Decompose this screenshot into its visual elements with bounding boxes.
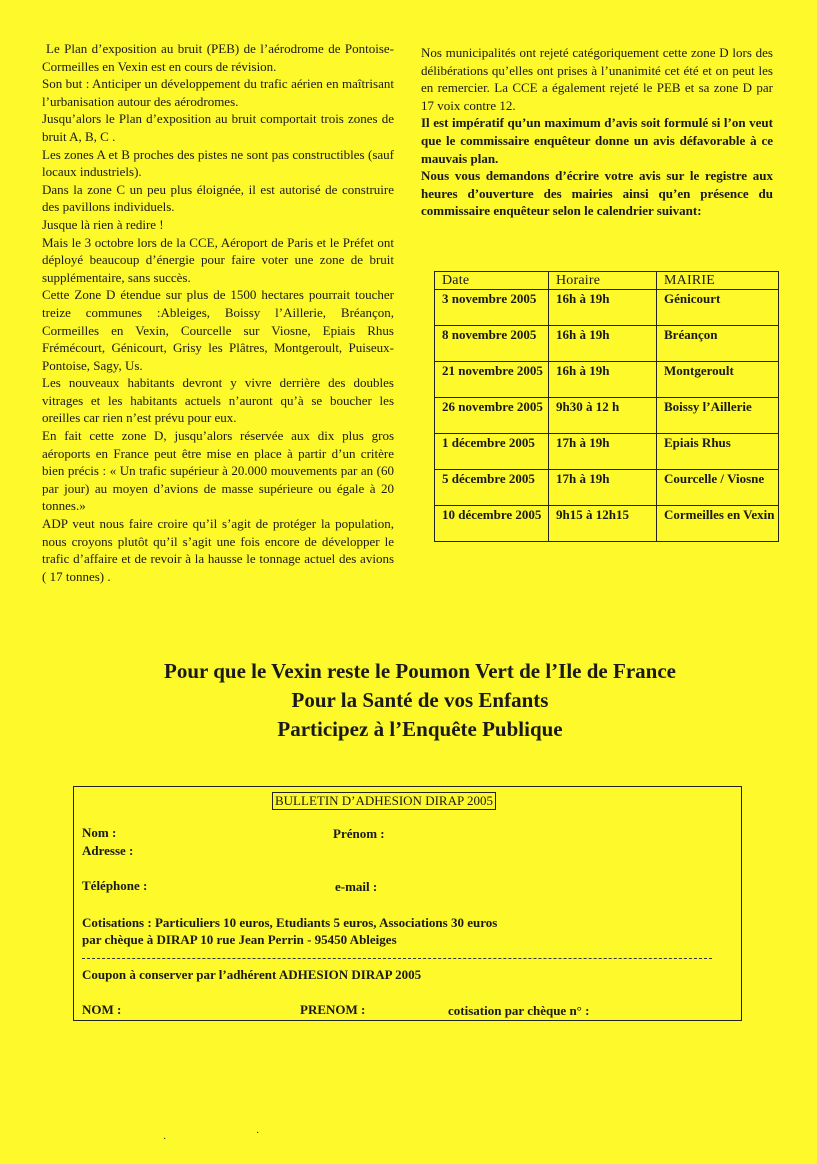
paragraph: Cette Zone D étendue sur plus de 1500 hectares pourrait toucher treize communes :Ableiges, Boissy l’Aillerie, Bréançon, Cormeilles en Vexin, Courcelle sur Viosne, Epiais Rhus Frémécourt, Génicourt, Grisy les Plâtres, Montgeroult, Puiseux-Pontoise, Sagy, Us. bbox=[42, 287, 394, 373]
email-field[interactable]: e-mail : bbox=[335, 879, 378, 894]
slogan bbox=[0, 657, 817, 744]
speck: · bbox=[256, 1128, 260, 1139]
column-header: Horaire bbox=[549, 272, 657, 290]
cheque-field[interactable]: cotisation par chèque n° : bbox=[448, 1003, 590, 1018]
date-cell: 1 décembre 2005 bbox=[435, 434, 549, 470]
paragraph: Nos municipalités ont rejeté catégoriquement cette zone D lors des délibérations qu’elles ont prises à l’unanimité cet été et on peut les en remercier. La CCE a également rejeté le PEB et sa zone D par 17 voix contre 12. bbox=[421, 45, 773, 113]
payment-address: par chèque à DIRAP 10 rue Jean Perrin - 95450 Ableiges bbox=[82, 932, 397, 947]
hours-cell: 9h15 à 12h15 bbox=[549, 506, 657, 542]
nom-field[interactable]: Nom : bbox=[82, 825, 117, 840]
slogan-line: Participez à l’Enquête Publique bbox=[277, 717, 563, 741]
town-cell: Courcelle / Viosne bbox=[657, 470, 779, 506]
schedule-table bbox=[434, 271, 779, 542]
slogan-line: Pour la Santé de vos Enfants bbox=[291, 688, 549, 712]
speck: · bbox=[163, 1134, 167, 1145]
town-cell: Montgeroult bbox=[657, 362, 779, 398]
prenom-field[interactable]: Prénom : bbox=[333, 826, 385, 841]
table-row bbox=[435, 434, 779, 470]
nom-caps-field[interactable]: NOM : bbox=[82, 1002, 122, 1017]
town-cell: Cormeilles en Vexin bbox=[657, 506, 779, 542]
date-cell: 8 novembre 2005 bbox=[435, 326, 549, 362]
town-cell: Génicourt bbox=[657, 290, 779, 326]
date-cell: 3 novembre 2005 bbox=[435, 290, 549, 326]
adresse-field[interactable]: Adresse : bbox=[82, 843, 134, 858]
membership-form bbox=[73, 786, 742, 1021]
date-cell: 10 décembre 2005 bbox=[435, 506, 549, 542]
column-header: Date bbox=[435, 272, 549, 290]
cotisations-line: Cotisations : Particuliers 10 euros, Etudiants 5 euros, Associations 30 euros bbox=[82, 915, 498, 930]
hours-cell: 9h30 à 12 h bbox=[549, 398, 657, 434]
table-row bbox=[435, 362, 779, 398]
paragraph: Le Plan d’exposition au bruit (PEB) de l’aérodrome de Pontoise-Cormeilles en Vexin est en cours de révision. bbox=[42, 41, 394, 74]
right-column bbox=[421, 44, 773, 220]
table-row bbox=[435, 470, 779, 506]
table-row bbox=[435, 398, 779, 434]
coupon-title: Coupon à conserver par l’adhérent ADHESION DIRAP 2005 bbox=[82, 967, 422, 982]
paragraph: Les nouveaux habitants devront y vivre derrière des doubles vitrages et les habitants actuels n’auront qu’à se boucher les oreilles car rien n’est prévu pour eux. bbox=[42, 375, 394, 426]
table-header-row bbox=[435, 272, 779, 290]
hours-cell: 16h à 19h bbox=[549, 362, 657, 398]
table-row bbox=[435, 326, 779, 362]
paragraph: Mais le 3 octobre lors de la CCE, Aéroport de Paris et le Préfet ont déployé beaucoup d’énergie pour faire voter une zone de bruit supplémentaire, sans succès. bbox=[42, 234, 394, 285]
paragraph: Jusque là rien à redire ! bbox=[42, 216, 164, 232]
cut-line bbox=[82, 958, 712, 959]
paragraph: Les zones A et B proches des pistes ne sont pas constructibles (sauf locaux industriels). bbox=[42, 146, 394, 180]
paragraph-emphasis: Nous vous demandons d’écrire votre avis sur le registre aux heures d’ouverture des mairies ainsi qu’en présence du commissaire enquêteur selon le calendrier suivant: bbox=[421, 168, 773, 219]
town-cell: Bréançon bbox=[657, 326, 779, 362]
paragraph: Son but : Anticiper un développement du trafic aérien en maîtrisant l’urbanisation autour des aérodromes. bbox=[42, 76, 394, 109]
table-row bbox=[435, 506, 779, 542]
paragraph: En fait cette zone D, jusqu’alors réservée aux dix plus gros aéroports en France peut être mise en place à partir d’un critère bien précis : « Un trafic supérieur à 20.000 mouvements par an (60 par jour) au moyen d’avions de masse supérieure ou égale à 20 tonnes.» bbox=[42, 428, 394, 514]
column-header: MAIRIE bbox=[657, 272, 779, 290]
paragraph: ADP veut nous faire croire qu’il s’agit de protéger la population, nous croyons plutôt qu’il s’agit une fois encore de développer le trafic d’affaire et de revoir à la hausse le tonnage actuel des avions ( 17 tonnes) . bbox=[42, 516, 394, 584]
paragraph-emphasis: Il est impératif qu’un maximum d’avis soit formulé si l’on veut que le commissaire enquêteur donne un avis défavorable à ce mauvais plan. bbox=[421, 115, 773, 166]
left-column bbox=[42, 40, 394, 585]
form-title: BULLETIN D’ADHESION DIRAP 2005 bbox=[272, 792, 496, 810]
hours-cell: 17h à 19h bbox=[549, 470, 657, 506]
date-cell: 5 décembre 2005 bbox=[435, 470, 549, 506]
table-row bbox=[435, 290, 779, 326]
date-cell: 26 novembre 2005 bbox=[435, 398, 549, 434]
prenom-caps-field[interactable]: PRENOM : bbox=[300, 1002, 366, 1017]
town-cell: Boissy l’Aillerie bbox=[657, 398, 779, 434]
date-cell: 21 novembre 2005 bbox=[435, 362, 549, 398]
hours-cell: 16h à 19h bbox=[549, 326, 657, 362]
paragraph: Jusqu’alors le Plan d’exposition au bruit comportait trois zones de bruit A, B, C . bbox=[42, 111, 394, 144]
telephone-field[interactable]: Téléphone : bbox=[82, 878, 148, 893]
town-cell: Epiais Rhus bbox=[657, 434, 779, 470]
paragraph: Dans la zone C un peu plus éloignée, il est autorisé de construire des pavillons individuels. bbox=[42, 181, 394, 215]
slogan-line: Pour que le Vexin reste le Poumon Vert de l’Ile de France bbox=[164, 659, 676, 683]
hours-cell: 17h à 19h bbox=[549, 434, 657, 470]
hours-cell: 16h à 19h bbox=[549, 290, 657, 326]
